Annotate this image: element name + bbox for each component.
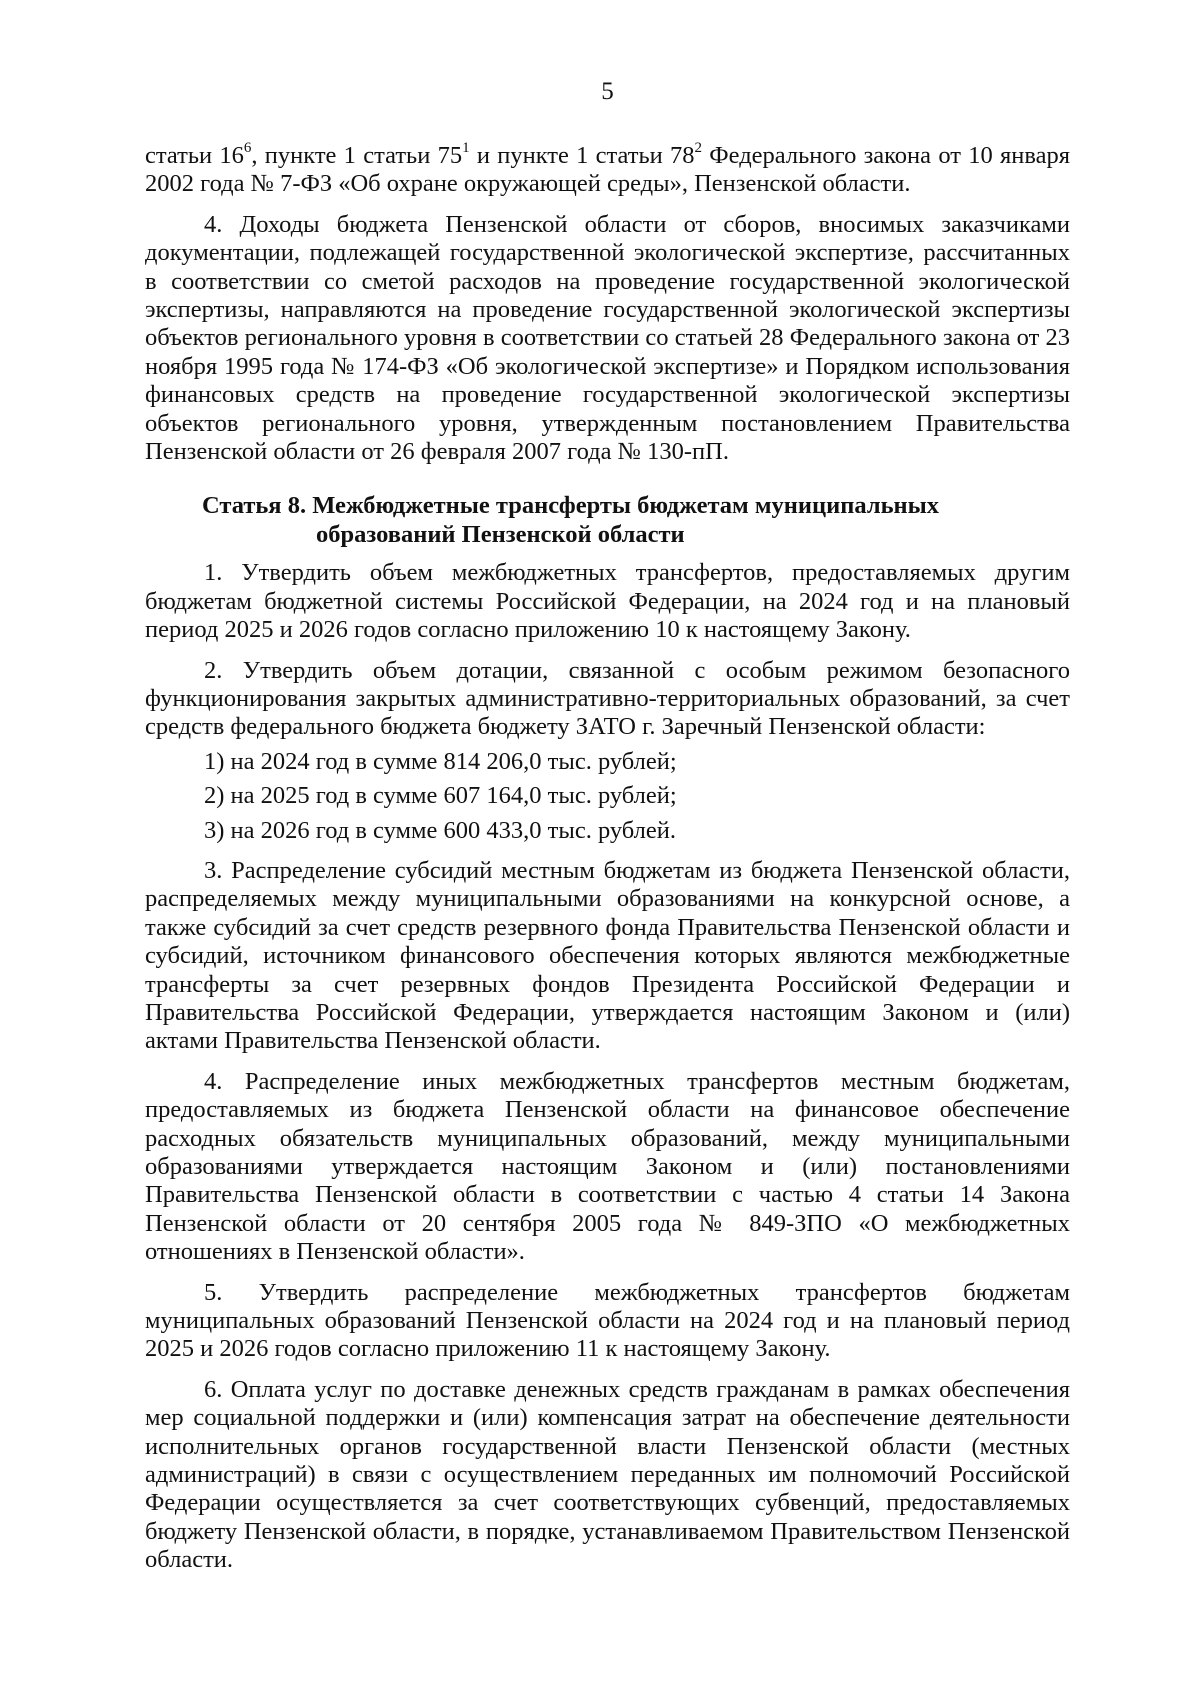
superscript-6: 6 <box>243 140 252 156</box>
subitem-2026: 3) на 2026 год в сумме 600 433,0 тыс. рублей. <box>204 816 676 844</box>
article-8-heading-line1: Статья 8. Межбюджетные трансферты бюджетам муниципальных <box>202 492 940 520</box>
opening-text-3: и пункте 1 статьи 78 <box>469 142 695 169</box>
opening-paragraph <box>145 142 1070 199</box>
page-number: 5 <box>601 78 614 105</box>
paragraph-income-4: 4. Доходы бюджета Пензенской области от сборов, вносимых заказчиками документации, подлежащей государственной экологической экспертизе, рассчитанных в соответствии со сметой расходов на проведение государственной экологической экспертизы, направляются на проведение государственной экологической экспертизы объектов регионального уровня в соответствии со статьей 28 Федерального закона от 23 ноября 1995 года № 174-ФЗ «Об экологической экспертизе» и Порядком использования финансовых средств на проведение государственной экологической экспертизы объектов регионального уровня, утвержденным постановлением Правительства Пензенской области от 26 февраля 2007 года № 130-пП. <box>145 210 1070 466</box>
superscript-1: 1 <box>462 140 470 156</box>
article-8-paragraph-3: 3. Распределение субсидий местным бюджетам из бюджета Пензенской области, распределяемых между муниципальными образованиями на конкурсной основе, а также субсидий за счет средств резервного фонда Правительства Пензенской области и субсидий, источником финансового обеспечения которых являются межбюджетные трансферты за счет резервных фондов Президента Российской Федерации и Правительства Российской Федерации, утверждается настоящим Законом и (или) актами Правительства Пензенской области. <box>145 856 1070 1055</box>
superscript-2: 2 <box>694 140 703 156</box>
article-8-paragraph-1: 1. Утвердить объем межбюджетных трансфертов, предоставляемых другим бюджетам бюджетной системы Российской Федерации, на 2024 год и на плановый период 2025 и 2026 годов согласно приложению 10 к настоящему Закону. <box>145 559 1070 644</box>
document-body <box>145 142 1070 1575</box>
opening-text-2: , пункте 1 статьи 75 <box>251 142 463 169</box>
article-8-heading <box>145 492 1070 549</box>
article-8-paragraph-4: 4. Распределение иных межбюджетных трансфертов местным бюджетам, предоставляемых из бюджета Пензенской области на финансовое обеспечение расходных обязательств муниципальных образований, между муниципальными образованиями утверждается настоящим Законом и (или) постановлениями Правительства Пензенской области в соответствии с частью 4 статьи 14 Закона Пензенской области от 20 сентября 2005 года № 849-ЗПО «О межбюджетных отношениях в Пензенской области». <box>145 1067 1070 1266</box>
article-8-paragraph-2: 2. Утвердить объем дотации, связанной с особым режимом безопасного функционирования закрытых административно-территориальных образований, за счет средств федерального бюджета бюджету ЗАТО г. Заречный Пензенской области: <box>145 656 1070 741</box>
article-8-paragraph-5: 5. Утвердить распределение межбюджетных трансфертов бюджетам муниципальных образований Пензенской области на 2024 год и на плановый период 2025 и 2026 годов согласно приложению 11 к настоящему Закону. <box>145 1278 1070 1363</box>
subitem-2025: 2) на 2025 год в сумме 607 164,0 тыс. рублей; <box>204 782 677 810</box>
article-8-heading-line2: образований Пензенской области <box>316 520 685 548</box>
opening-text-4: Федерального закона от 10 января 2002 года № 7-ФЗ «Об охране окружающей среды», Пензенской области. <box>145 142 1070 198</box>
subitem-2024: 1) на 2024 год в сумме 814 206,0 тыс. рублей; <box>204 747 677 775</box>
opening-text-1: статьи 16 <box>145 142 244 169</box>
article-8-paragraph-6: 6. Оплата услуг по доставке денежных средств гражданам в рамках обеспечения мер социальной поддержки и (или) компенсация затрат на обеспечение деятельности исполнительных органов государственной власти Пензенской области (местных администраций) в связи с осуществлением переданных им полномочий Российской Федерации осуществляется за счет соответствующих субвенций, предоставляемых бюджету Пензенской области, в порядке, устанавливаемом Правительством Пензенской области. <box>145 1375 1070 1574</box>
